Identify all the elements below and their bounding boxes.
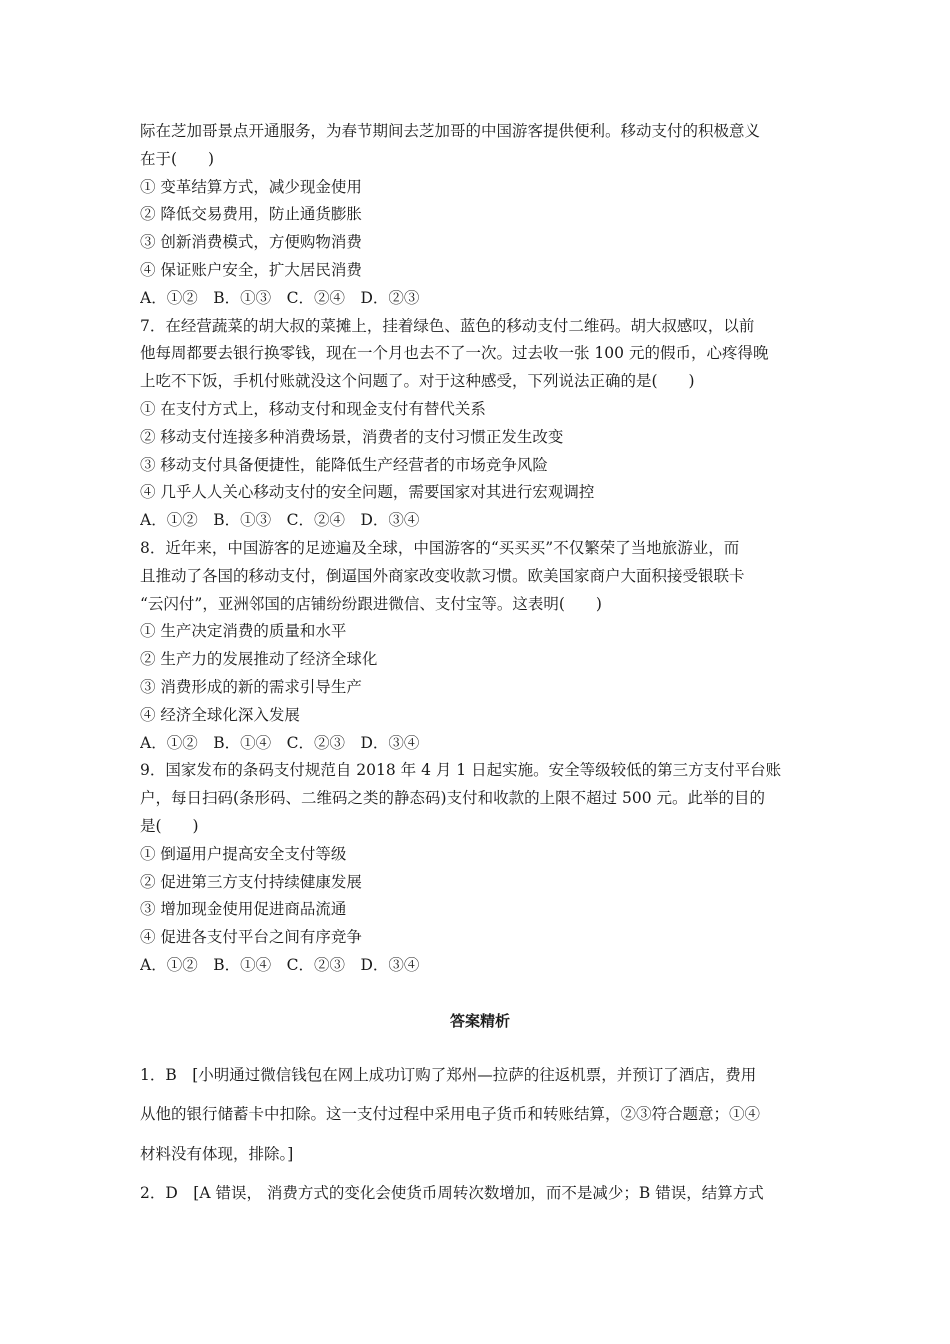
question-text-line: 际在芝加哥景点开通服务，为春节期间去芝加哥的中国游客提供便利。移动支付的积极意义: [140, 122, 761, 140]
question-text-line: “云闪付”，亚洲邻国的店铺纷纷跟进微信、支付宝等。这表明( ): [140, 594, 602, 613]
option-line: ① 在支付方式上，移动支付和现金支付有替代关系: [140, 399, 486, 418]
choices-line: A．①② B．①④ C．②③ D．③④: [140, 733, 420, 752]
option-line: ③ 消费形成的新的需求引导生产: [140, 677, 362, 696]
choices-line: A．①② B．①③ C．②④ D．③④: [140, 511, 420, 530]
option-line: ② 促进第三方支付持续健康发展: [140, 872, 362, 891]
answer-line: 1．B [小明通过微信钱包在网上成功订购了郑州—拉萨的往返机票，并预订了酒店，费用: [140, 1065, 757, 1084]
question-8: [140, 535, 820, 757]
question-text-line: 上吃不下饭，手机付账就没这个问题了。对于这种感受，下列说法正确的是( ): [140, 372, 695, 391]
question-text-line: 7．在经营蔬菜的胡大叔的菜摊上，挂着绿色、蓝色的移动支付二维码。胡大叔感叹，以前: [140, 316, 755, 335]
answer-line: 从他的银行储蓄卡中扣除。这一支付过程中采用电子货币和转账结算，②③符合题意；①④: [140, 1105, 761, 1124]
answer-line: 材料没有体现，排除。]: [140, 1144, 294, 1163]
option-line: ① 变革结算方式，减少现金使用: [140, 177, 362, 196]
option-line: ③ 创新消费模式，方便购物消费: [140, 233, 362, 252]
option-line: ③ 移动支付具备便捷性，能降低生产经营者的市场竞争风险: [140, 455, 548, 474]
option-line: ④ 几乎人人关心移动支付的安全问题，需要国家对其进行宏观调控: [140, 483, 595, 502]
question-7: [140, 313, 820, 535]
choices-line: A．①② B．①③ C．②④ D．②③: [140, 288, 420, 307]
question-text-line: 8．近年来，中国游客的足迹遍及全球，中国游客的“买买买”不仅繁荣了当地旅游业，而: [140, 538, 740, 557]
answer-line: 2．D [A 错误， 消费方式的变化会使货币周转次数增加，而不是减少；B 错误，结算方式: [140, 1184, 764, 1203]
question-9: [140, 757, 820, 979]
question-text-line: 在于( ): [140, 149, 215, 168]
option-line: ③ 增加现金使用促进商品流通: [140, 900, 347, 919]
question-text-line: 9．国家发布的条码支付规范自 2018 年 4 月 1 日起实施。安全等级较低的第三方支付平台账: [140, 761, 782, 780]
option-line: ① 倒逼用户提高安全支付等级: [140, 844, 347, 863]
question-6: [140, 118, 820, 313]
answers-heading: 答案精析: [449, 1011, 510, 1030]
option-line: ② 移动支付连接多种消费场景，消费者的支付习惯正发生改变: [140, 427, 564, 446]
option-line: ④ 经济全球化深入发展: [140, 705, 300, 724]
answers-section: [140, 1056, 820, 1214]
option-line: ④ 促进各支付平台之间有序竞争: [140, 928, 362, 947]
option-line: ④ 保证账户安全，扩大居民消费: [140, 260, 362, 279]
document-content: [140, 118, 820, 1214]
question-text-line: 是( ): [140, 816, 199, 835]
option-line: ② 生产力的发展推动了经济全球化: [140, 650, 378, 669]
question-text-line: 他每周都要去银行换零钱，现在一个月也去不了一次。过去收一张 100 元的假币，心疼得晚: [140, 344, 769, 363]
option-line: ② 降低交易费用，防止通货膨胀: [140, 205, 362, 224]
choices-line: A．①② B．①④ C．②③ D．③④: [140, 955, 420, 974]
question-text-line: 且推动了各国的移动支付，倒逼国外商家改变收款习惯。欧美国家商户大面积接受银联卡: [140, 566, 745, 585]
option-line: ① 生产决定消费的质量和水平: [140, 622, 347, 641]
question-text-line: 户，每日扫码(条形码、二维码之类的静态码)支付和收款的上限不超过 500 元。此举的目的: [140, 789, 766, 808]
